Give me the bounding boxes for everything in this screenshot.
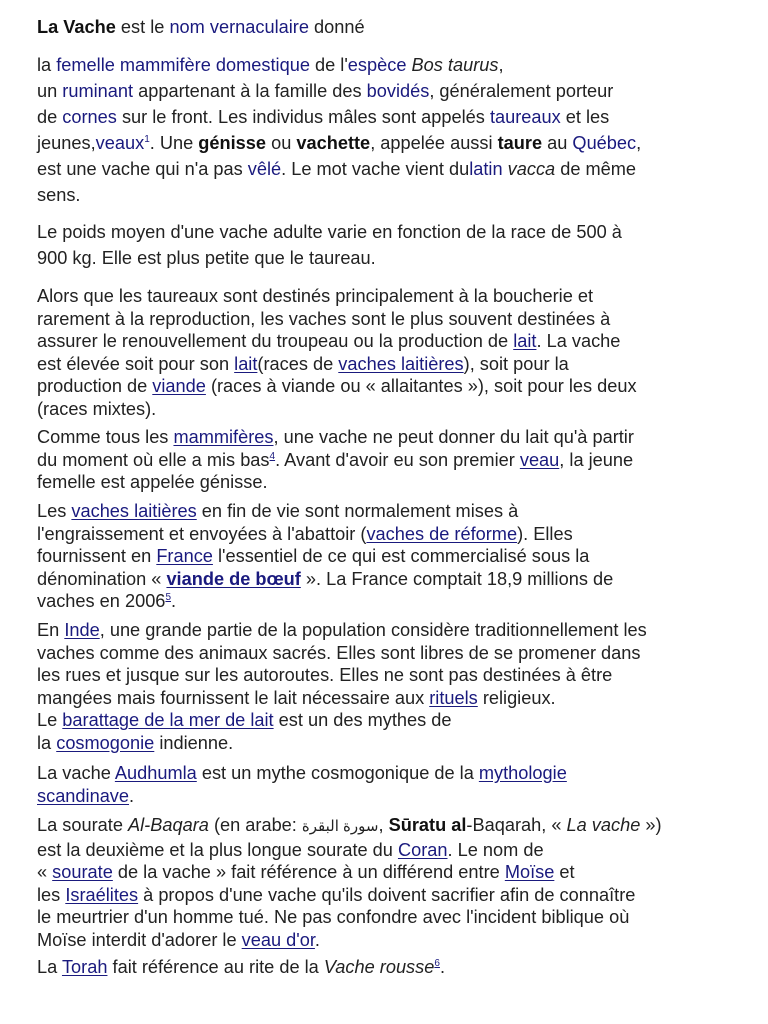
link-sourate[interactable]: sourate xyxy=(52,862,113,883)
paragraph-mammiferes: Comme tous les mammifères, une vache ne peut donner du lait qu'à partir du moment où elle a mis bas$^4$. Avant d'avoir eu son premier veau, la jeune femelle est appelée génisse. xyxy=(37,427,634,493)
title-term: La Vache xyxy=(37,17,116,37)
link-veau[interactable]: veau xyxy=(519,449,560,470)
link-bovides[interactable]: bovidés xyxy=(366,81,430,101)
link-femelle-mammifere[interactable]: femelle mammifère domestique xyxy=(56,55,310,75)
link-scandinave[interactable]: scandinave xyxy=(37,785,130,806)
link-moise[interactable]: Moïse xyxy=(504,862,555,883)
intro-line: La Vache est le nom vernaculaire donné xyxy=(37,17,365,37)
link-viande[interactable]: viande xyxy=(152,376,206,397)
link-lait[interactable]: lait xyxy=(513,331,537,352)
link-viande-de-boeuf[interactable]: viande de bœuf xyxy=(166,568,301,589)
footnote-ref-6[interactable]: 6 xyxy=(434,958,440,969)
link-inde[interactable]: Inde xyxy=(64,620,100,640)
link-quebec[interactable]: Québec xyxy=(572,133,637,153)
link-coran[interactable]: Coran xyxy=(397,839,448,860)
link-cosmogonie[interactable]: cosmogonie xyxy=(56,732,155,753)
footnote-ref-1[interactable]: 1 xyxy=(144,134,150,145)
paragraph-inde: En Inde, une grande partie de la population considère traditionnellement les vaches comme des animaux sacrés. Elles sont libres de se promener dans les rues et jusque sur les autoroutes. Elles ne sont pas destinées à être mangées mais fournissent le lait nécessaire aux rituels religieux. Le barattage de la mer de lait est un des mythes de la cosmogonie indienne. xyxy=(37,620,647,753)
link-lait-2[interactable]: lait xyxy=(234,353,258,374)
link-taureaux[interactable]: taureaux xyxy=(489,107,561,127)
link-vele[interactable]: vêlé xyxy=(247,159,282,179)
link-rituels[interactable]: rituels xyxy=(429,687,478,708)
footnote-ref-5[interactable]: 5 xyxy=(165,592,171,604)
link-latin[interactable]: latin xyxy=(469,159,503,179)
link-torah[interactable]: Torah xyxy=(61,957,108,977)
paragraph-definition: la femelle mammifère domestique de l'espèce Bos taurus, un ruminant appartenant à la famille des bovidés, généralement porteur de cornes sur le front. Les individus mâles sont appelés taureaux et les jeunes,veaux$^1$. Une génisse ou vachette, appelée aussi taure au Québec, est une vache qui n'a pas vêlé. Le mot vache vient dulatin vacca de même sens. xyxy=(37,55,642,205)
link-france[interactable]: France xyxy=(156,546,213,567)
link-israelites[interactable]: Israélites xyxy=(65,884,139,905)
link-vaches-de-reforme[interactable]: vaches de réforme xyxy=(366,523,518,544)
link-cornes[interactable]: cornes xyxy=(62,107,117,127)
link-vaches-laitieres-2[interactable]: vaches laitières xyxy=(71,501,197,521)
arabic-title: سورة البقرة xyxy=(301,818,379,835)
paragraph-poids: Le poids moyen d'une vache adulte varie en fonction de la race de 500 à 900 kg. Elle est plus petite que le taureau. xyxy=(37,222,622,268)
footnote-ref-4[interactable]: 4 xyxy=(269,450,276,462)
link-veau-dor[interactable]: veau d'or xyxy=(241,929,315,950)
link-nom-vernaculaire[interactable]: nom vernaculaire xyxy=(169,17,309,37)
paragraph-audhumla: La vache Audhumla est un mythe cosmogonique de la mythologie scandinave. xyxy=(37,763,567,806)
link-audhumla[interactable]: Audhumla xyxy=(114,763,197,783)
link-veaux[interactable]: veaux xyxy=(95,133,145,153)
link-mythologie[interactable]: mythologie xyxy=(478,763,567,783)
link-espece[interactable]: espèce xyxy=(347,55,407,75)
paragraph-production: Alors que les taureaux sont destinés principalement à la boucherie et rarement à la reproduction, les vaches sont le plus souvent destinées à assurer le renouvellement du troupeau ou la production de lait. La vache est élevée soit pour son lait(races de vaches laitières), soit pour la production de viande (races à viande ou « allaitantes »), soit pour les deux (races mixtes). xyxy=(37,286,637,419)
link-barattage[interactable]: barattage de la mer de lait xyxy=(62,710,274,731)
link-ruminant[interactable]: ruminant xyxy=(62,81,134,101)
paragraph-coran: La sourate Al-Baqara (en arabe: سورة البقرة, Sūratu al-Baqarah, « La vache ») est la deuxième et la plus longue sourate du Coran. Le nom de « sourate de la vache » fait référence à un différend entre Moïse et les Israélites à propos d'une vache qu'ils doivent sacrifier afin de connaître le meurtrier d'un homme tué. Ne pas confondre avec l'incident biblique où Moïse interdit d'adorer le veau d'or. xyxy=(37,815,662,950)
link-mammiferes[interactable]: mammifères xyxy=(173,427,274,447)
paragraph-reforme: Les vaches laitières en fin de vie sont normalement mises à l'engraissement et envoyées à l'abattoir (vaches de réforme). Elles fournissent en France l'essentiel de ce qui est commercialisé sous la dénomination « viande de bœuf ». La France comptait 18,9 millions de vaches en 2006$^5$. xyxy=(37,501,614,612)
link-vaches-laitieres[interactable]: vaches laitières xyxy=(338,353,464,374)
paragraph-torah: La Torah fait référence au rite de la Vache rousse$^6$. xyxy=(37,957,445,977)
